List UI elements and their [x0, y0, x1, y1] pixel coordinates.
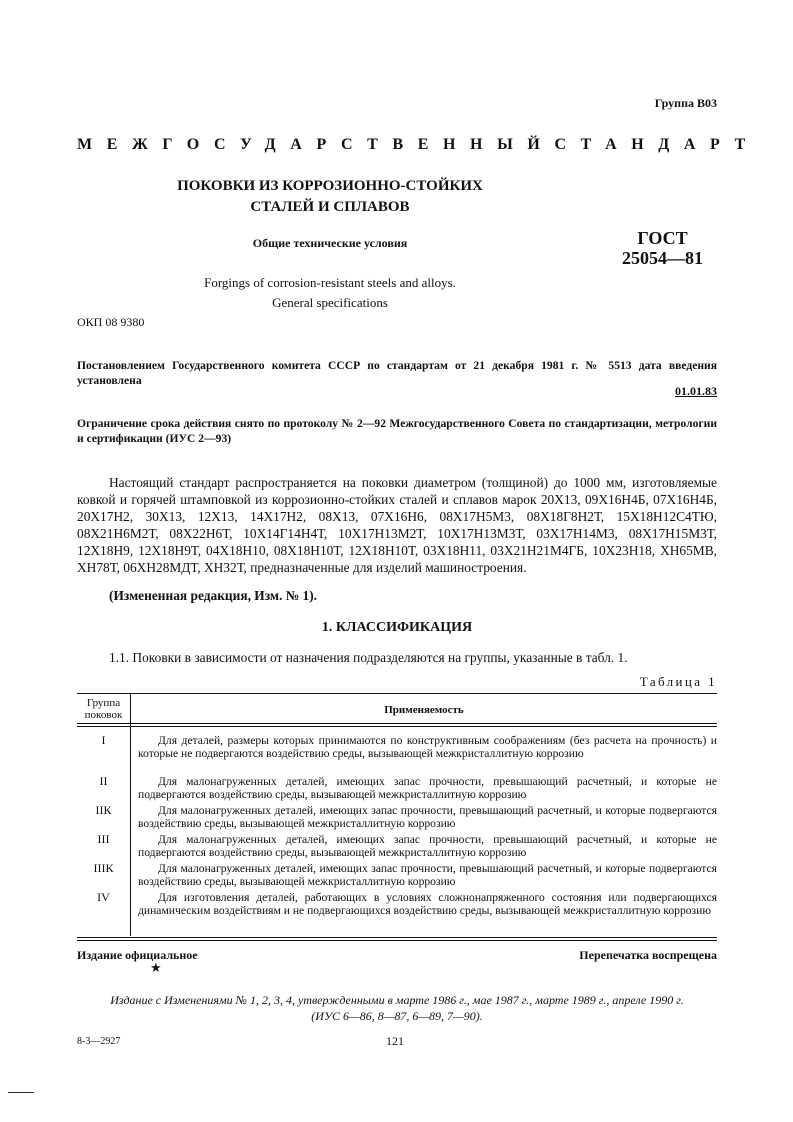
column-header-group-line-2: поковок — [84, 709, 123, 721]
table-row-text — [138, 775, 717, 801]
section-heading: 1. КЛАССИФИКАЦИЯ — [321, 620, 473, 635]
interstate-word: МЕЖГОСУДАРСТВЕННЫЙ — [77, 136, 555, 153]
scope-paragraph — [77, 474, 717, 576]
english-title-line-2: General specifications — [272, 295, 388, 310]
table-row-text — [138, 734, 717, 760]
gost-label: ГОСТ — [637, 228, 688, 248]
margin-dash — [8, 1092, 34, 1093]
column-header-group-line-1: Группа — [86, 697, 121, 709]
scope-text: Настоящий стандарт распространяется на поковки диаметром (толщиной) до 1000 мм, изготовляемые ковкой и горячей штамповкой из коррозионно-стойких сталей и сплавов марок 20Х13, 09Х16Н4Б, 07Х16Н4Б, 20Х17Н2, 30Х13, 12Х13, 14Х17Н2, 08Х13, 07Х16Н6, 08Х17Н5М3, 08Х18Г8Н2Т, 15Х18Н12С4ТЮ, 08Х21Н6М2Т, 08Х22Н6Т, 10Х14Г14Н4Т, 10Х17Н13М2Т, 10Х17Н13М3Т, 03Х17Н14М3, 08Х17Н15М3Т, 12Х18Н9, 12Х18Н9Т, 04Х18Н10, 08Х18Н10Т, 12Х18Н10Т, 03Х18Н11, 03Х21Н21М4ГБ, 10Х23Н18, ХН65МВ, ХН78Т, 06ХН28МДТ, ХН32Т, предназначенные для изделий машиностроения. — [77, 475, 717, 575]
table-row-text — [138, 891, 717, 917]
table-row-text-content: Для изготовления деталей, работающих в условиях сложнонапряженного состояния или подвергающихся динамическим воздействиям и не подвергающихся воздействию среды, вызывающей межкристаллитную коррозию — [138, 891, 717, 917]
table-row-group: I — [101, 733, 106, 747]
table-row-group: IIК — [95, 803, 112, 817]
table-bottom-rule-2 — [77, 940, 717, 941]
group-code: Группа В03 — [654, 96, 717, 110]
star-icon: ★ — [150, 960, 162, 975]
document-title — [160, 176, 500, 218]
revised-note: (Измененная редакция, Изм. № 1). — [109, 588, 318, 603]
table-row-group: II — [99, 774, 108, 788]
table-column-divider — [130, 694, 131, 936]
english-title — [160, 273, 500, 313]
title-line-2: СТАЛЕЙ И СПЛАВОВ — [250, 199, 410, 215]
standard-type-heading — [77, 136, 760, 154]
table-row-group: III — [97, 832, 110, 846]
table-row-text-content: Для малонагруженных деталей, имеющих запас прочности, превышающий расчетный, и которые не подвергаются воздействию среды, вызывающей межкристаллитную коррозию — [138, 775, 717, 801]
limit-note: Ограничение срока действия снято по протоколу № 2—92 Межгосударственного Совета по стандартизации, метрологии и сертификации (ИУС 2—93) — [77, 417, 717, 445]
edition-note-line-1: Издание с Изменениями № 1, 2, 3, 4, утвержденными в марте 1986 г., мае 1987 г., марте 1989 г., апреле 1990 г. — [110, 993, 684, 1007]
decree-text: Постановлением Государственного комитета СССР по стандартам от 21 декабря 1981 г. № 5513 дата введения установлена — [77, 359, 717, 387]
clause-1-1 — [77, 650, 717, 666]
table-header-rule-1 — [77, 723, 717, 724]
table-top-rule — [77, 693, 717, 694]
effective-date: 01.01.83 — [675, 384, 717, 398]
print-code: 8-3—2927 — [77, 1036, 121, 1047]
gost-code: 25054—81 — [622, 248, 703, 268]
table-row-text-content: Для малонагруженных деталей, имеющих запас прочности, превышающий расчетный, и которые подвергаются воздействию среды, вызывающей межкристаллитную коррозию — [138, 862, 717, 888]
table-caption: Таблица 1 — [639, 674, 717, 689]
edition-note-line-2: (ИУС 6—86, 8—87, 6—89, 7—90). — [311, 1009, 483, 1023]
table-row-text-content: Для деталей, размеры которых принимаются по конструктивным соображениям (без расчета на прочность) и которые не подвергаются воздействию среды, вызывающей межкристаллитную коррозию — [138, 734, 717, 760]
table-bottom-rule-1 — [77, 937, 717, 938]
table-row-text — [138, 833, 717, 859]
page-number: 121 — [386, 1034, 404, 1048]
english-title-line-1: Forgings of corrosion-resistant steels and alloys. — [204, 275, 456, 290]
table-row-text — [138, 862, 717, 888]
clause-1-1-text: 1.1. Поковки в зависимости от назначения подразделяются на группы, указанные в табл. 1. — [109, 650, 628, 665]
okp-code: ОКП 08 9380 — [77, 315, 145, 329]
table-row-text-content: Для малонагруженных деталей, имеющих запас прочности, превышающий расчетный, и которые не подвергаются воздействию среды, вызывающей межкристаллитную коррозию — [138, 833, 717, 859]
official-edition-label: Издание официальное — [77, 948, 198, 962]
document-subtitle: Общие технические условия — [252, 236, 408, 250]
column-header-group — [77, 697, 130, 721]
gost-number — [600, 228, 725, 268]
table-row-group: IV — [97, 890, 110, 904]
title-line-1: ПОКОВКИ ИЗ КОРРОЗИОННО-СТОЙКИХ — [177, 178, 483, 194]
column-header-applicability: Применяемость — [384, 704, 464, 716]
edition-note — [77, 992, 717, 1024]
table-row-group: IIIК — [93, 861, 114, 875]
no-reprint-label: Перепечатка воспрещена — [579, 948, 717, 962]
standard-word: СТАНДАРТ — [554, 136, 760, 153]
table-row-text — [138, 804, 717, 830]
table-row-text-content: Для малонагруженных деталей, имеющих запас прочности, превышающий расчетный, и которые подвергаются воздействию среды, вызывающей межкристаллитную коррозию — [138, 804, 717, 830]
table-header-rule-2 — [77, 726, 717, 727]
